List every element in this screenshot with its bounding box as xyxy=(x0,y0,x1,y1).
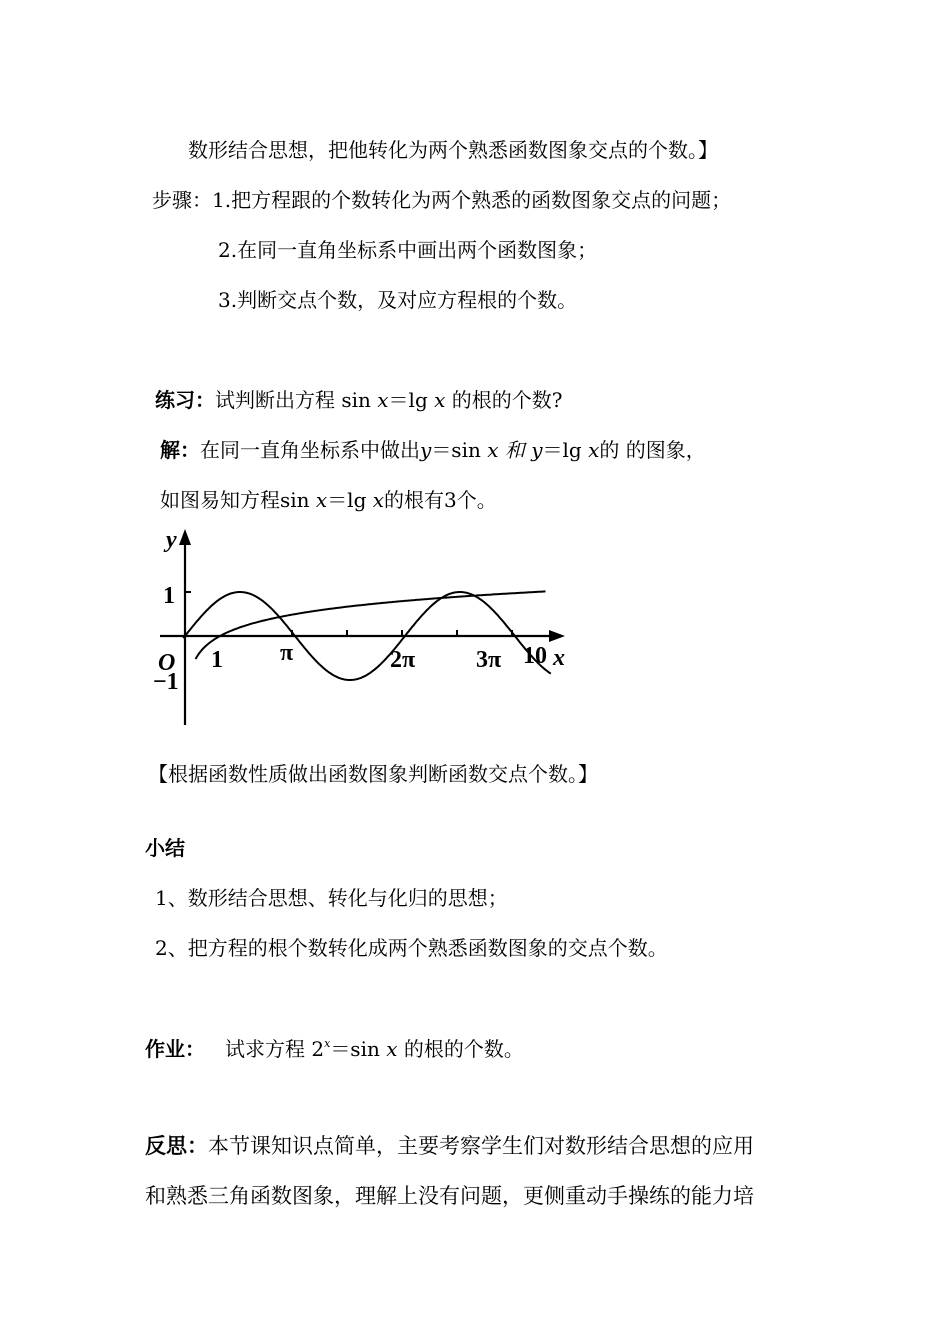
homework-text-3: 的根的个数。 xyxy=(397,1037,524,1061)
steps-line-1 xyxy=(152,190,731,210)
solution-text-2: ＝sin xyxy=(431,438,488,462)
solution-text-5: 的 的图象， xyxy=(599,438,706,462)
solution-text-3: 和 xyxy=(498,438,532,462)
step-1: 1.把方程跟的个数转化为两个熟悉的函数图象交点的问题； xyxy=(212,188,732,212)
solution-l2-text-2: ＝lg xyxy=(327,488,373,512)
solution-l2-text-1: 如图易知方程sin xyxy=(160,488,316,512)
summary-title: 小结 xyxy=(145,836,185,860)
reflection-text-1: 本节课知识点简单，主要考察学生们对数形结合思想的应用 xyxy=(208,1134,754,1158)
solution-l2-var-x1: x xyxy=(315,488,328,512)
x-axis-arrow xyxy=(549,630,565,642)
exercise-text-1: 试判断出方程 sin xyxy=(215,388,378,412)
exercise-line xyxy=(155,390,562,410)
exercise-var-x2: x xyxy=(434,388,446,412)
summary-item-1: 1、数形结合思想、转化与化归的思想； xyxy=(155,886,508,910)
solution-var-y2: y xyxy=(531,438,543,462)
x-label-2pi: 2π xyxy=(390,647,416,673)
step-2: 2.在同一直角坐标系中画出两个函数图象； xyxy=(218,238,598,262)
step-3: 3.判断交点个数，及对应方程根的个数。 xyxy=(218,288,578,312)
x-label-3pi: 3π xyxy=(476,647,502,673)
homework-label: 作业： xyxy=(145,1037,205,1061)
solution-var-x1: x xyxy=(487,438,499,462)
exercise-text-3: 的根的个数? xyxy=(445,388,563,412)
homework-text-2: ＝sin xyxy=(330,1037,387,1061)
homework-text-1: 试求方程 2 xyxy=(225,1037,325,1061)
solution-l2-var-x2: x xyxy=(372,488,385,512)
solution-label: 解： xyxy=(160,438,200,462)
summary-item-2: 2、把方程的根个数转化成两个熟悉函数图象的交点个数。 xyxy=(155,936,668,960)
x-axis-label: x xyxy=(553,645,565,671)
y-label-neg1: −1 xyxy=(153,669,179,695)
homework-var-x: x xyxy=(386,1037,398,1061)
solution-line-1 xyxy=(160,440,706,460)
y-label-1: 1 xyxy=(163,583,175,609)
y-axis-arrow xyxy=(179,529,191,545)
intro-line: 数形结合思想，把他转化为两个熟悉函数图象交点的个数。】 xyxy=(188,138,718,162)
solution-text-1: 在同一直角坐标系中做出 xyxy=(200,438,420,462)
exercise-var-x1: x xyxy=(377,388,389,412)
solution-l2-text-3: 的根有3个。 xyxy=(384,488,497,512)
exercise-label: 练习： xyxy=(155,388,215,412)
steps-label: 步骤： xyxy=(152,188,212,212)
reflection-label: 反思： xyxy=(145,1134,208,1158)
origin-label: O xyxy=(158,650,176,676)
x-label-1: 1 xyxy=(211,647,223,673)
y-axis-label: y xyxy=(166,527,177,553)
reflection-line-2: 和熟悉三角函数图象，理解上没有问题，更侧重动手操练的能力培 xyxy=(145,1184,754,1208)
solution-line-2 xyxy=(160,490,497,510)
solution-var-y1: y xyxy=(420,438,432,462)
reflection-line-1 xyxy=(145,1136,754,1157)
x-label-10: 10 xyxy=(523,643,547,669)
solution-var-x2: x xyxy=(588,438,600,462)
method-note: 【根据函数性质做出函数图象判断函数交点个数。】 xyxy=(148,762,598,786)
function-graph xyxy=(145,525,580,730)
homework-exponent: x xyxy=(324,1037,331,1050)
homework-line xyxy=(145,1038,524,1059)
solution-text-4: ＝lg xyxy=(542,438,589,462)
exercise-text-2: ＝lg xyxy=(388,388,435,412)
x-label-pi: π xyxy=(280,640,294,666)
